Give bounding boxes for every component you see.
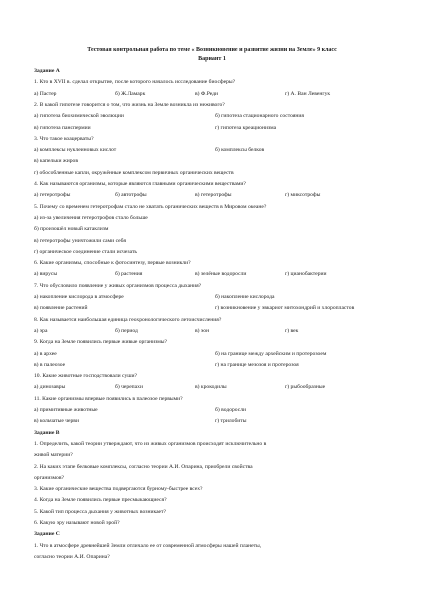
answer-option: г) рыбообразные — [285, 384, 326, 391]
answer-option: в) появление растений — [34, 305, 88, 312]
question-text: б) произошёл новый катаклизм — [34, 226, 109, 233]
answer-option: б) черепахи — [115, 384, 143, 391]
answer-option: а) гипотеза биохимической эволюции — [34, 113, 124, 120]
question-text: г) органическое соединение стали исчезать — [34, 248, 137, 255]
answer-option: в) в палеозое — [34, 361, 66, 368]
question-text: 2. В какой гипотезе говорится о том, что жизнь на Земле возникла из неживого? — [34, 101, 225, 108]
question-text: 2. На каких этапе белковые комплексы, согласно теории А.И. Опарина, приобрели свойства — [34, 463, 253, 470]
answer-option: г) возникновение у эвкариот митохондрий и хлоропластов — [215, 305, 355, 312]
answer-option: в) гипотеза панспермии — [34, 124, 91, 131]
question-text: 9. Когда на Земле появились первые живые организмы? — [34, 339, 168, 346]
section-heading: Задание А — [34, 68, 60, 74]
question-text: 1. Определить, какой теории утверждают, что из живых организмов происходят исключительно в — [34, 440, 267, 447]
answer-option: б) Ж.Ламарк — [115, 90, 146, 97]
answer-option: г) век — [285, 327, 299, 334]
question-text: 6. Какую эру называют новой эрой? — [34, 520, 120, 526]
question-text: г) обособленные капли, окружённые комплексом первичных органических веществ — [34, 169, 234, 176]
answer-option: б) период — [115, 327, 138, 334]
answer-option: а) эра — [34, 327, 48, 334]
answer-option: б) накопление кислорода — [215, 294, 275, 300]
answer-option: а) примитивные животные — [34, 407, 98, 413]
document-title: Тестовая контрольная работа по теме « Возникновение и развитие жизни на Земле» 9 класс — [87, 47, 337, 53]
question-text: 10. Какие животные господствовали суши? — [34, 373, 138, 380]
question-text: 3. Что такое коацерваты? — [34, 135, 94, 142]
question-text: 4. Когда на Земле появились первые пресмыкающиеся? — [34, 497, 167, 504]
answer-option: а) вирусы — [34, 271, 58, 278]
answer-option: б) водоросли — [215, 407, 246, 413]
answer-option: б) растения — [115, 271, 143, 278]
question-text: 5. Какой тип процесса дыхания у животных возникает? — [34, 508, 166, 515]
question-text: 6. Какие организмы, способные к фотосинтезу, первые возникли? — [34, 260, 191, 267]
answer-option: в) эон — [195, 327, 210, 334]
answer-option: а) динозавры — [34, 384, 66, 391]
answer-option: г) цианобактерии — [285, 271, 327, 278]
question-text: а) из-за увеличения гетеротрофов стало больше — [34, 214, 148, 221]
question-text: 4. Как называются организмы, которые являются главными органическими веществами? — [34, 181, 246, 187]
answer-option: в) кольчатые черви — [34, 418, 79, 425]
answer-option: б) гипотеза стационарного состояния — [215, 113, 304, 120]
answer-option: г) на границе мезозоя и протерозоя — [215, 361, 299, 368]
question-text: согласно теории А.И. Опарина? — [34, 553, 110, 560]
question-text: 7. Что обусловило появление у живых организмов процесса дыхания? — [34, 282, 202, 289]
question-text: организмов? — [34, 474, 64, 481]
answer-option: в) крокодилы — [195, 384, 227, 391]
answer-option: б) комплексы белков — [215, 147, 265, 154]
question-text: 1. Что в атмосфере древнейшей Земли отличало ее от современной атмосферы нашей планеты, — [34, 542, 262, 549]
question-text: в) гетеротрофы уничтожили сами себя — [34, 237, 126, 244]
answer-option: г) миксотрофы — [285, 192, 321, 199]
section-heading: Задание С — [34, 531, 60, 538]
answer-option: а) Пастер — [34, 90, 57, 97]
question-text: живой материи? — [34, 452, 73, 459]
answer-option: в) зелёные водоросли — [195, 271, 247, 278]
question-text: 3. Какие органические вещества подвергаются бурному-быстрее всех? — [34, 486, 203, 493]
answer-option: а) комплексы нуклеиновых кислот — [34, 147, 117, 154]
answer-option: г) гипотеза креационизма — [215, 124, 277, 131]
question-text: 8. Как называется наибольшая единица геохронологического летоисчисления? — [34, 316, 222, 323]
answer-option: б) на границе между архейским и протерозоем — [215, 350, 327, 357]
answer-option: г) А. Ван Левенгук — [285, 90, 331, 97]
question-text: 11. Какие организмы впервые появились в палеозое первыми? — [34, 395, 183, 402]
answer-option: а) накопление кислорода в атмосфере — [34, 294, 124, 300]
answer-option: а) в архее — [34, 350, 57, 357]
answer-option: б) автотрофы — [115, 192, 147, 199]
answer-option: в) гетеротрофы — [195, 192, 232, 199]
answer-option: в) Ф.Реди — [195, 90, 219, 97]
question-text: в) капельки жиров — [34, 158, 78, 165]
question-text: 1. Кто в XVII в. сделал открытие, после которого началось исследование биосферы? — [34, 79, 236, 86]
question-text: 5. Почему со временем гетеротрофам стало не хватать органических веществ в Мировом океане? — [34, 203, 267, 210]
answer-option: г) трилобиты — [215, 418, 247, 425]
section-heading: Задание В — [34, 429, 60, 436]
variant-label: Вариант 1 — [198, 56, 226, 62]
answer-option: а) гетеротрофы — [34, 192, 71, 199]
